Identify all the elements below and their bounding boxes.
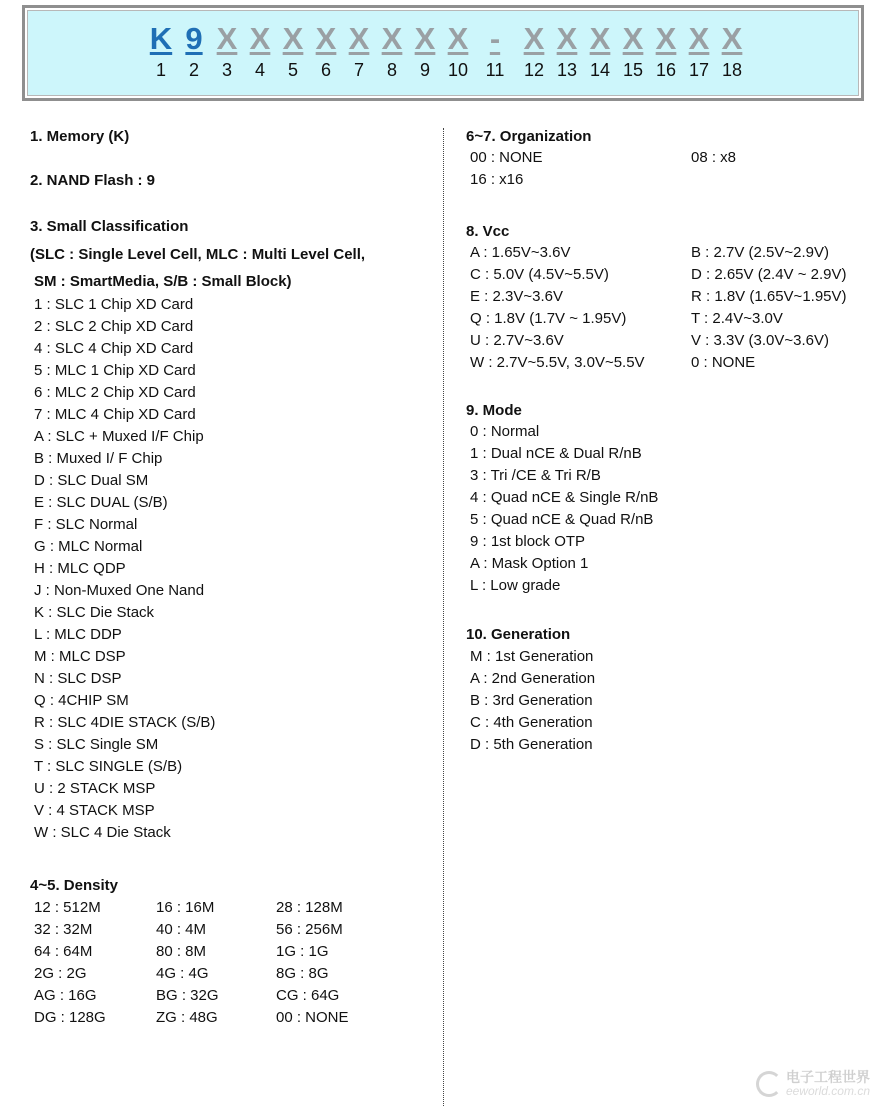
code-letter: X (721, 21, 743, 56)
density-section (30, 877, 349, 1029)
vcc-section (466, 223, 847, 374)
table-cell: 1G : 1G (276, 943, 329, 960)
list-item: B : Muxed I/ F Chip (34, 450, 163, 467)
table-cell: BG : 32G (156, 987, 219, 1004)
classification-note-2: SM : SmartMedia, S/B : Small Block) (34, 273, 292, 290)
code-position-10 (438, 22, 478, 80)
code-letter: X (688, 21, 710, 56)
table-row (34, 919, 349, 941)
table-row (470, 286, 847, 308)
table-cell: 00 : NONE (470, 149, 543, 166)
table-row (34, 985, 349, 1007)
code-number: 7 (353, 60, 364, 80)
code-letter: X (249, 21, 271, 56)
mode-section (466, 402, 658, 597)
code-number: 6 (320, 60, 331, 80)
list-item: J : Non-Muxed One Nand (34, 582, 205, 599)
list-item: L : MLC DDP (34, 626, 122, 643)
table-cell: 16 : 16M (156, 899, 215, 916)
list-item: 4 : SLC 4 Chip XD Card (34, 340, 194, 357)
list-item: 9 : 1st block OTP (470, 533, 586, 550)
table-cell: 00 : NONE (276, 1009, 349, 1026)
list-item: 6 : MLC 2 Chip XD Card (34, 384, 196, 401)
table-cell: 80 : 8M (156, 943, 207, 960)
table-cell: 4G : 4G (156, 965, 209, 982)
list-item: Q : 4CHIP SM (34, 692, 129, 709)
code-number: 10 (447, 60, 469, 80)
column-divider (443, 128, 444, 1106)
table-cell: DG : 128G (34, 1009, 106, 1026)
small-classification-section (30, 218, 365, 844)
list-item: R : SLC 4DIE STACK (S/B) (34, 714, 216, 731)
table-cell: R : 1.8V (1.65V~1.95V) (691, 288, 847, 305)
table-cell: A : 1.65V~3.6V (470, 244, 571, 261)
code-number: 9 (419, 60, 430, 80)
table-cell: W : 2.7V~5.5V, 3.0V~5.5V (470, 354, 645, 371)
watermark-text (786, 1070, 870, 1098)
list-item: S : SLC Single SM (34, 736, 159, 753)
code-position-11 (475, 22, 515, 80)
list-item: D : SLC Dual SM (34, 472, 149, 489)
code-number: 14 (589, 60, 611, 80)
list-item: A : Mask Option 1 (470, 555, 589, 572)
code-number: 15 (622, 60, 644, 80)
code-number: 8 (386, 60, 397, 80)
list-item: 5 : MLC 1 Chip XD Card (34, 362, 196, 379)
part-number-banner (22, 5, 864, 101)
table-row (470, 264, 847, 286)
table-cell (691, 169, 736, 191)
code-letter: 9 (185, 21, 203, 56)
table-cell: C : 5.0V (4.5V~5.5V) (470, 266, 609, 283)
list-item: G : MLC Normal (34, 538, 143, 555)
list-item: H : MLC QDP (34, 560, 126, 577)
code-number: 18 (721, 60, 743, 80)
watermark-logo (756, 1070, 870, 1098)
list-item: F : SLC Normal (34, 516, 138, 533)
table-cell: 8G : 8G (276, 965, 329, 982)
list-item: N : SLC DSP (34, 670, 122, 687)
watermark-cn: 电子工程世界 (785, 1069, 870, 1085)
logo-icon (756, 1071, 782, 1097)
table-row (470, 308, 847, 330)
code-letter: X (556, 21, 578, 56)
code-number: 17 (688, 60, 710, 80)
mode-heading: 9. Mode (466, 402, 522, 419)
code-letter: X (216, 21, 238, 56)
list-item: 2 : SLC 2 Chip XD Card (34, 318, 194, 335)
list-item: 0 : Normal (470, 423, 540, 440)
list-item: 1 : SLC 1 Chip XD Card (34, 296, 194, 313)
list-item: L : Low grade (470, 577, 561, 594)
code-position-18 (712, 22, 752, 80)
list-item: A : 2nd Generation (470, 670, 596, 687)
code-letter: X (282, 21, 304, 56)
table-row (34, 897, 349, 919)
nand-heading: 2. NAND Flash : 9 (30, 172, 156, 189)
table-cell: T : 2.4V~3.0V (691, 310, 783, 327)
code-number: 4 (254, 60, 265, 80)
list-item: 7 : MLC 4 Chip XD Card (34, 406, 196, 423)
density-heading: 4~5. Density (30, 877, 118, 894)
table-cell: 64 : 64M (34, 943, 93, 960)
organization-table (470, 147, 736, 191)
generation-heading: 10. Generation (466, 626, 571, 643)
table-row (470, 352, 847, 374)
memory-heading: 1. Memory (K) (30, 128, 130, 145)
code-number: 11 (485, 60, 505, 80)
list-item: A : SLC + Muxed I/F Chip (34, 428, 204, 445)
table-cell: 12 : 512M (34, 899, 101, 916)
code-number: 12 (523, 60, 545, 80)
list-item: V : 4 STACK MSP (34, 802, 155, 819)
table-row (34, 1007, 349, 1029)
table-cell: U : 2.7V~3.6V (470, 332, 564, 349)
table-cell: ZG : 48G (156, 1009, 218, 1026)
code-letter: X (414, 21, 436, 56)
density-table (34, 897, 349, 1029)
table-cell: Q : 1.8V (1.7V ~ 1.95V) (470, 310, 627, 327)
list-item: 4 : Quad nCE & Single R/nB (470, 489, 659, 506)
code-letter: X (348, 21, 370, 56)
table-cell: AG : 16G (34, 987, 97, 1004)
code-letter: X (622, 21, 644, 56)
list-item: E : SLC DUAL (S/B) (34, 494, 168, 511)
code-number: 1 (155, 60, 166, 80)
code-letter: X (315, 21, 337, 56)
nand-section (30, 172, 155, 190)
code-letter: X (447, 21, 469, 56)
code-letter: - (489, 21, 501, 56)
list-item: U : 2 STACK MSP (34, 780, 156, 797)
list-item: K : SLC Die Stack (34, 604, 155, 621)
vcc-table (470, 242, 847, 374)
generation-section (466, 626, 595, 756)
table-cell: D : 2.65V (2.4V ~ 2.9V) (691, 266, 847, 283)
watermark-en: eeworld.com.cn (785, 1084, 870, 1098)
table-cell: 28 : 128M (276, 899, 343, 916)
table-cell: E : 2.3V~3.6V (470, 288, 563, 305)
classification-note-1: (SLC : Single Level Cell, MLC : Multi Level Cell, (30, 246, 366, 263)
list-item: 5 : Quad nCE & Quad R/nB (470, 511, 654, 528)
list-item: C : 4th Generation (470, 714, 593, 731)
list-item: 1 : Dual nCE & Dual R/nB (470, 445, 642, 462)
code-number: 13 (556, 60, 578, 80)
classification-list (30, 294, 365, 844)
list-item: 3 : Tri /CE & Tri R/B (470, 467, 601, 484)
code-letter: X (589, 21, 611, 56)
memory-section (30, 128, 129, 146)
table-row (470, 242, 847, 264)
organization-heading: 6~7. Organization (466, 128, 592, 145)
table-cell: 56 : 256M (276, 921, 343, 938)
list-item: B : 3rd Generation (470, 692, 593, 709)
table-cell: B : 2.7V (2.5V~2.9V) (691, 244, 829, 261)
code-number: 5 (287, 60, 298, 80)
list-item: W : SLC 4 Die Stack (34, 824, 171, 841)
code-letter: X (381, 21, 403, 56)
small-classification-heading: 3. Small Classification (30, 218, 189, 235)
table-row (34, 941, 349, 963)
mode-list (466, 421, 658, 597)
table-cell: CG : 64G (276, 987, 340, 1004)
table-cell: V : 3.3V (3.0V~3.6V) (691, 332, 829, 349)
code-letter: K (149, 21, 173, 56)
list-item: D : 5th Generation (470, 736, 593, 753)
table-cell: 08 : x8 (691, 149, 737, 166)
table-cell: 0 : NONE (691, 354, 756, 371)
organization-section (466, 128, 736, 191)
generation-list (466, 646, 595, 756)
table-cell: 2G : 2G (34, 965, 87, 982)
list-item: M : MLC DSP (34, 648, 126, 665)
code-number: 3 (221, 60, 232, 80)
code-letter: X (655, 21, 677, 56)
code-letter: X (523, 21, 545, 56)
table-cell: 16 : x16 (470, 171, 524, 188)
table-row (470, 147, 736, 169)
code-number: 16 (655, 60, 677, 80)
table-cell: 40 : 4M (156, 921, 207, 938)
code-number: 2 (188, 60, 199, 80)
list-item: M : 1st Generation (470, 648, 594, 665)
table-row (470, 330, 847, 352)
vcc-heading: 8. Vcc (466, 223, 510, 240)
table-row (34, 963, 349, 985)
list-item: T : SLC SINGLE (S/B) (34, 758, 183, 775)
table-row (470, 169, 736, 191)
table-cell: 32 : 32M (34, 921, 93, 938)
